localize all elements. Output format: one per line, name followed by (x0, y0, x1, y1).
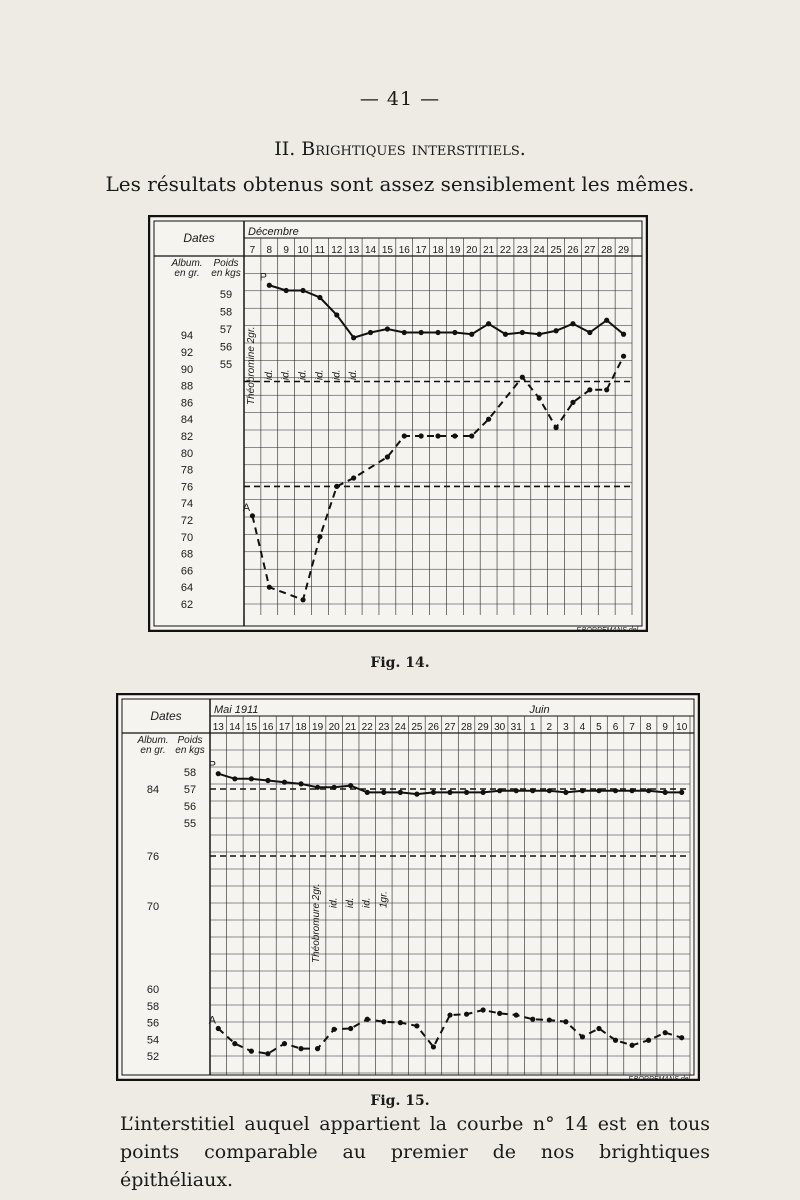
day-label: 23 (516, 245, 528, 256)
dates-header: Dates (150, 709, 182, 723)
annotation-repeat: id. (314, 369, 326, 380)
closing-line-1: L’interstitiel auquel appartient la courbe n° 14 est en tous (120, 1113, 710, 1135)
series-point-P (265, 778, 270, 783)
series-point-P (663, 790, 668, 795)
series-point-P (334, 312, 339, 317)
series-point-A (452, 433, 457, 438)
series-point-A (486, 417, 491, 422)
series-point-P (604, 318, 609, 323)
series-point-A (385, 454, 390, 459)
series-point-P (431, 790, 436, 795)
section-title-text: II. Brightiques interstitiels. (274, 138, 526, 160)
series-point-P (452, 330, 457, 335)
series-point-P (232, 776, 237, 781)
series-point-A (282, 1041, 287, 1046)
day-label: 3 (563, 722, 569, 733)
series-point-P (563, 790, 568, 795)
day-label: 19 (312, 722, 324, 733)
day-label: 7 (629, 722, 635, 733)
albumin-tick-label: 70 (180, 531, 194, 544)
day-label: 16 (262, 722, 274, 733)
series-point-A (402, 433, 407, 438)
day-label: 29 (477, 722, 489, 733)
series-point-P (464, 790, 469, 795)
series-point-P (553, 328, 558, 333)
day-label: 23 (378, 722, 390, 733)
series-point-P (365, 790, 370, 795)
series-point-A (530, 1017, 535, 1022)
albumin-tick-label: 76 (180, 481, 194, 494)
series-point-A (351, 475, 356, 480)
series-point-P (679, 790, 684, 795)
signature: F.BORREMANS del. (628, 1076, 692, 1081)
albumin-tick-label: 52 (146, 1051, 160, 1064)
series-point-P (435, 330, 440, 335)
series-point-A (447, 1012, 452, 1017)
series-point-P (621, 332, 626, 337)
day-label: 20 (466, 245, 478, 256)
albumin-tick-label: 76 (146, 851, 160, 863)
day-label: 26 (427, 722, 440, 733)
series-point-A (613, 1038, 618, 1043)
annotation-repeat: id. (348, 369, 360, 380)
series-point-P (520, 330, 525, 335)
series-point-A (596, 1026, 601, 1031)
series-label-P: P (259, 271, 267, 284)
albumin-tick-label: 84 (146, 784, 160, 796)
day-label: 11 (314, 245, 326, 256)
day-label: 9 (283, 245, 289, 256)
series-point-A (300, 597, 305, 602)
albumin-tick-label: 66 (180, 565, 194, 578)
poids-tick-label: 58 (219, 306, 233, 319)
series-point-P (385, 326, 390, 331)
series-point-A (381, 1019, 386, 1024)
figure-14-chart (148, 215, 648, 632)
day-label: 1 (529, 722, 536, 733)
annotation-main: Théobromure 2gr. (311, 883, 323, 963)
series-point-P (348, 783, 353, 788)
series-point-P (267, 283, 272, 288)
day-label: 6 (612, 722, 619, 733)
series-point-A (419, 433, 424, 438)
series-point-A (679, 1035, 684, 1040)
series-label-P: P (208, 759, 216, 772)
albumin-col-title-2: en gr. (174, 268, 200, 279)
poids-tick-label: 58 (183, 767, 197, 779)
series-point-P (530, 788, 535, 793)
series-point-A (267, 585, 272, 590)
annotation-main: Théobromine 2gr. (246, 326, 258, 405)
series-point-A (464, 1012, 469, 1017)
day-label: 15 (245, 722, 257, 733)
figure-15-chart (116, 693, 700, 1081)
series-point-A (414, 1023, 419, 1028)
series-point-A (604, 387, 609, 392)
series-point-A (570, 400, 575, 405)
series-point-P (300, 288, 305, 293)
series-point-A (587, 387, 592, 392)
albumin-tick-label: 68 (180, 548, 194, 561)
series-point-A (216, 1026, 221, 1031)
series-point-P (481, 790, 486, 795)
series-label-A: A (208, 1014, 216, 1027)
albumin-tick-label: 70 (146, 901, 160, 913)
albumin-tick-label: 56 (146, 1017, 160, 1030)
signature: F.BORREMANS del. (576, 627, 640, 632)
day-label: 30 (494, 722, 506, 733)
day-label: 2 (546, 722, 553, 733)
poids-tick-label: 59 (219, 289, 233, 301)
series-point-A (365, 1017, 370, 1022)
series-point-A (469, 433, 474, 438)
day-label: 28 (601, 245, 613, 256)
series-point-A (547, 1017, 552, 1022)
day-label: 8 (645, 722, 652, 733)
series-point-A (621, 354, 626, 359)
day-label: 10 (676, 722, 688, 733)
series-point-A (298, 1046, 303, 1051)
series-point-P (503, 332, 508, 337)
poids-col-title-2: en kgs (211, 268, 241, 279)
series-point-P (332, 785, 337, 790)
series-point-A (481, 1007, 486, 1012)
albumin-tick-label: 86 (180, 397, 194, 410)
albumin-tick-label: 90 (180, 363, 194, 376)
series-point-P (315, 785, 320, 790)
day-label: 17 (278, 722, 291, 733)
series-point-P (381, 790, 386, 795)
poids-tick-label: 56 (183, 801, 197, 813)
series-point-P (497, 788, 502, 793)
day-label: 14 (364, 245, 377, 256)
figure-14-caption: Fig. 14. (370, 655, 430, 671)
series-point-A (431, 1044, 436, 1049)
series-point-P (547, 788, 552, 793)
series-point-P (447, 790, 452, 795)
day-label: 22 (361, 722, 373, 733)
series-point-A (580, 1034, 585, 1039)
albumin-tick-label: 94 (180, 330, 194, 343)
series-point-P (216, 771, 221, 776)
month-label: Décembre (248, 226, 299, 238)
day-label: 15 (381, 245, 393, 256)
series-point-P (629, 788, 634, 793)
poids-col-title: Poids (177, 735, 203, 746)
series-label-A: A (242, 501, 251, 514)
day-label: 31 (510, 722, 522, 733)
series-point-A (398, 1020, 403, 1025)
day-label: 25 (411, 722, 423, 733)
albumin-tick-label: 62 (180, 599, 194, 611)
series-point-A (553, 425, 558, 430)
day-label: 24 (394, 722, 406, 733)
albumin-tick-label: 60 (146, 984, 160, 996)
annotation-repeat: id. (297, 369, 309, 380)
month-label-2: Juin (529, 704, 550, 716)
day-label: 24 (533, 245, 545, 256)
month-label-1: Mai 1911 (214, 704, 259, 716)
day-label: 13 (348, 245, 360, 256)
series-point-P (486, 321, 491, 326)
series-point-P (414, 792, 419, 797)
series-point-A (317, 534, 322, 539)
albumin-tick-label: 80 (180, 447, 194, 460)
day-label: 18 (295, 722, 307, 733)
poids-tick-label: 56 (219, 341, 233, 354)
series-point-A (334, 484, 339, 489)
albumin-tick-label: 84 (180, 414, 194, 427)
closing-paragraph (120, 1110, 710, 1194)
series-point-P (613, 788, 618, 793)
closing-line-2: points comparable au premier de nos brightiques épithéliaux. (120, 1141, 710, 1191)
series-point-A (663, 1030, 668, 1035)
day-label: 13 (212, 722, 224, 733)
series-point-A (232, 1041, 237, 1046)
day-label: 28 (460, 722, 473, 733)
poids-tick-label: 57 (183, 784, 197, 796)
albumin-tick-label: 64 (180, 582, 194, 595)
series-point-P (298, 781, 303, 786)
day-label: 16 (398, 245, 410, 256)
series-point-A (646, 1038, 651, 1043)
albumin-tick-label: 58 (146, 1000, 160, 1013)
day-label: 20 (328, 722, 340, 733)
series-point-P (580, 788, 585, 793)
albumin-col-title: Album. (137, 735, 169, 746)
day-label: 26 (567, 245, 579, 256)
annotation-last: 1gr. (378, 891, 390, 908)
day-label: 19 (449, 245, 461, 256)
annotation-repeat: id. (361, 897, 373, 908)
series-point-P (514, 788, 519, 793)
series-point-P (402, 330, 407, 335)
section-title (0, 138, 800, 160)
series-point-P (646, 788, 651, 793)
series-point-P (368, 330, 373, 335)
series-point-A (435, 433, 440, 438)
series-point-A (497, 1011, 502, 1016)
annotation-repeat: id. (345, 897, 357, 908)
series-point-A (563, 1019, 568, 1024)
series-point-P (596, 788, 601, 793)
poids-col-title: Poids (213, 258, 239, 269)
albumin-tick-label: 82 (180, 431, 194, 443)
albumin-col-title-2: en gr. (140, 745, 166, 756)
series-point-A (537, 396, 542, 401)
albumin-tick-label: 72 (180, 515, 194, 527)
series-point-P (537, 332, 542, 337)
albumin-tick-label: 54 (146, 1034, 160, 1047)
series-point-A (265, 1051, 270, 1056)
poids-tick-label: 55 (219, 359, 233, 371)
day-label: 4 (579, 722, 586, 733)
series-point-A (629, 1043, 634, 1048)
series-point-P (587, 330, 592, 335)
day-label: 25 (550, 245, 562, 256)
figure-15-caption: Fig. 15. (370, 1093, 430, 1109)
albumin-tick-label: 78 (180, 464, 194, 477)
series-point-A (514, 1012, 519, 1017)
intro-paragraph: Les résultats obtenus sont assez sensiblement les mêmes. (105, 172, 695, 196)
annotation-repeat: id. (263, 369, 275, 380)
poids-tick-label: 55 (183, 818, 197, 830)
series-point-P (249, 776, 254, 781)
series-point-P (351, 335, 356, 340)
series-point-A (250, 513, 255, 518)
day-label: 21 (483, 245, 495, 256)
series-point-A (315, 1046, 320, 1051)
day-label: 27 (444, 722, 456, 733)
day-label: 21 (345, 722, 357, 733)
day-label: 27 (584, 245, 596, 256)
albumin-col-title: Album. (171, 258, 203, 269)
series-point-P (570, 321, 575, 326)
annotation-repeat: id. (328, 897, 340, 908)
day-label: 7 (249, 245, 256, 256)
day-label: 5 (596, 722, 602, 733)
albumin-tick-label: 92 (180, 347, 194, 359)
albumin-tick-label: 88 (180, 380, 194, 393)
series-point-P (419, 330, 424, 335)
series-point-A (332, 1027, 337, 1032)
poids-tick-label: 57 (219, 324, 233, 336)
poids-col-title-2: en kgs (175, 745, 205, 756)
day-label: 12 (331, 245, 343, 256)
series-point-A (348, 1026, 353, 1031)
day-label: 14 (229, 722, 241, 733)
day-label: 29 (618, 245, 630, 256)
annotation-repeat: id. (280, 369, 292, 380)
day-label: 10 (297, 245, 309, 256)
page-number: — 41 — (359, 88, 441, 110)
series-point-P (284, 288, 289, 293)
series-point-A (249, 1049, 254, 1054)
albumin-tick-label: 74 (180, 498, 194, 511)
series-point-P (398, 790, 403, 795)
annotation-repeat: id. (331, 369, 343, 380)
day-label: 17 (415, 245, 427, 256)
day-label: 9 (662, 722, 668, 733)
day-label: 22 (499, 245, 512, 256)
series-point-P (317, 295, 322, 300)
series-point-A (520, 375, 525, 380)
dates-header: Dates (183, 231, 215, 245)
series-point-P (469, 332, 474, 337)
day-label: 18 (432, 245, 444, 256)
series-point-P (282, 780, 287, 785)
day-label: 8 (266, 245, 273, 256)
